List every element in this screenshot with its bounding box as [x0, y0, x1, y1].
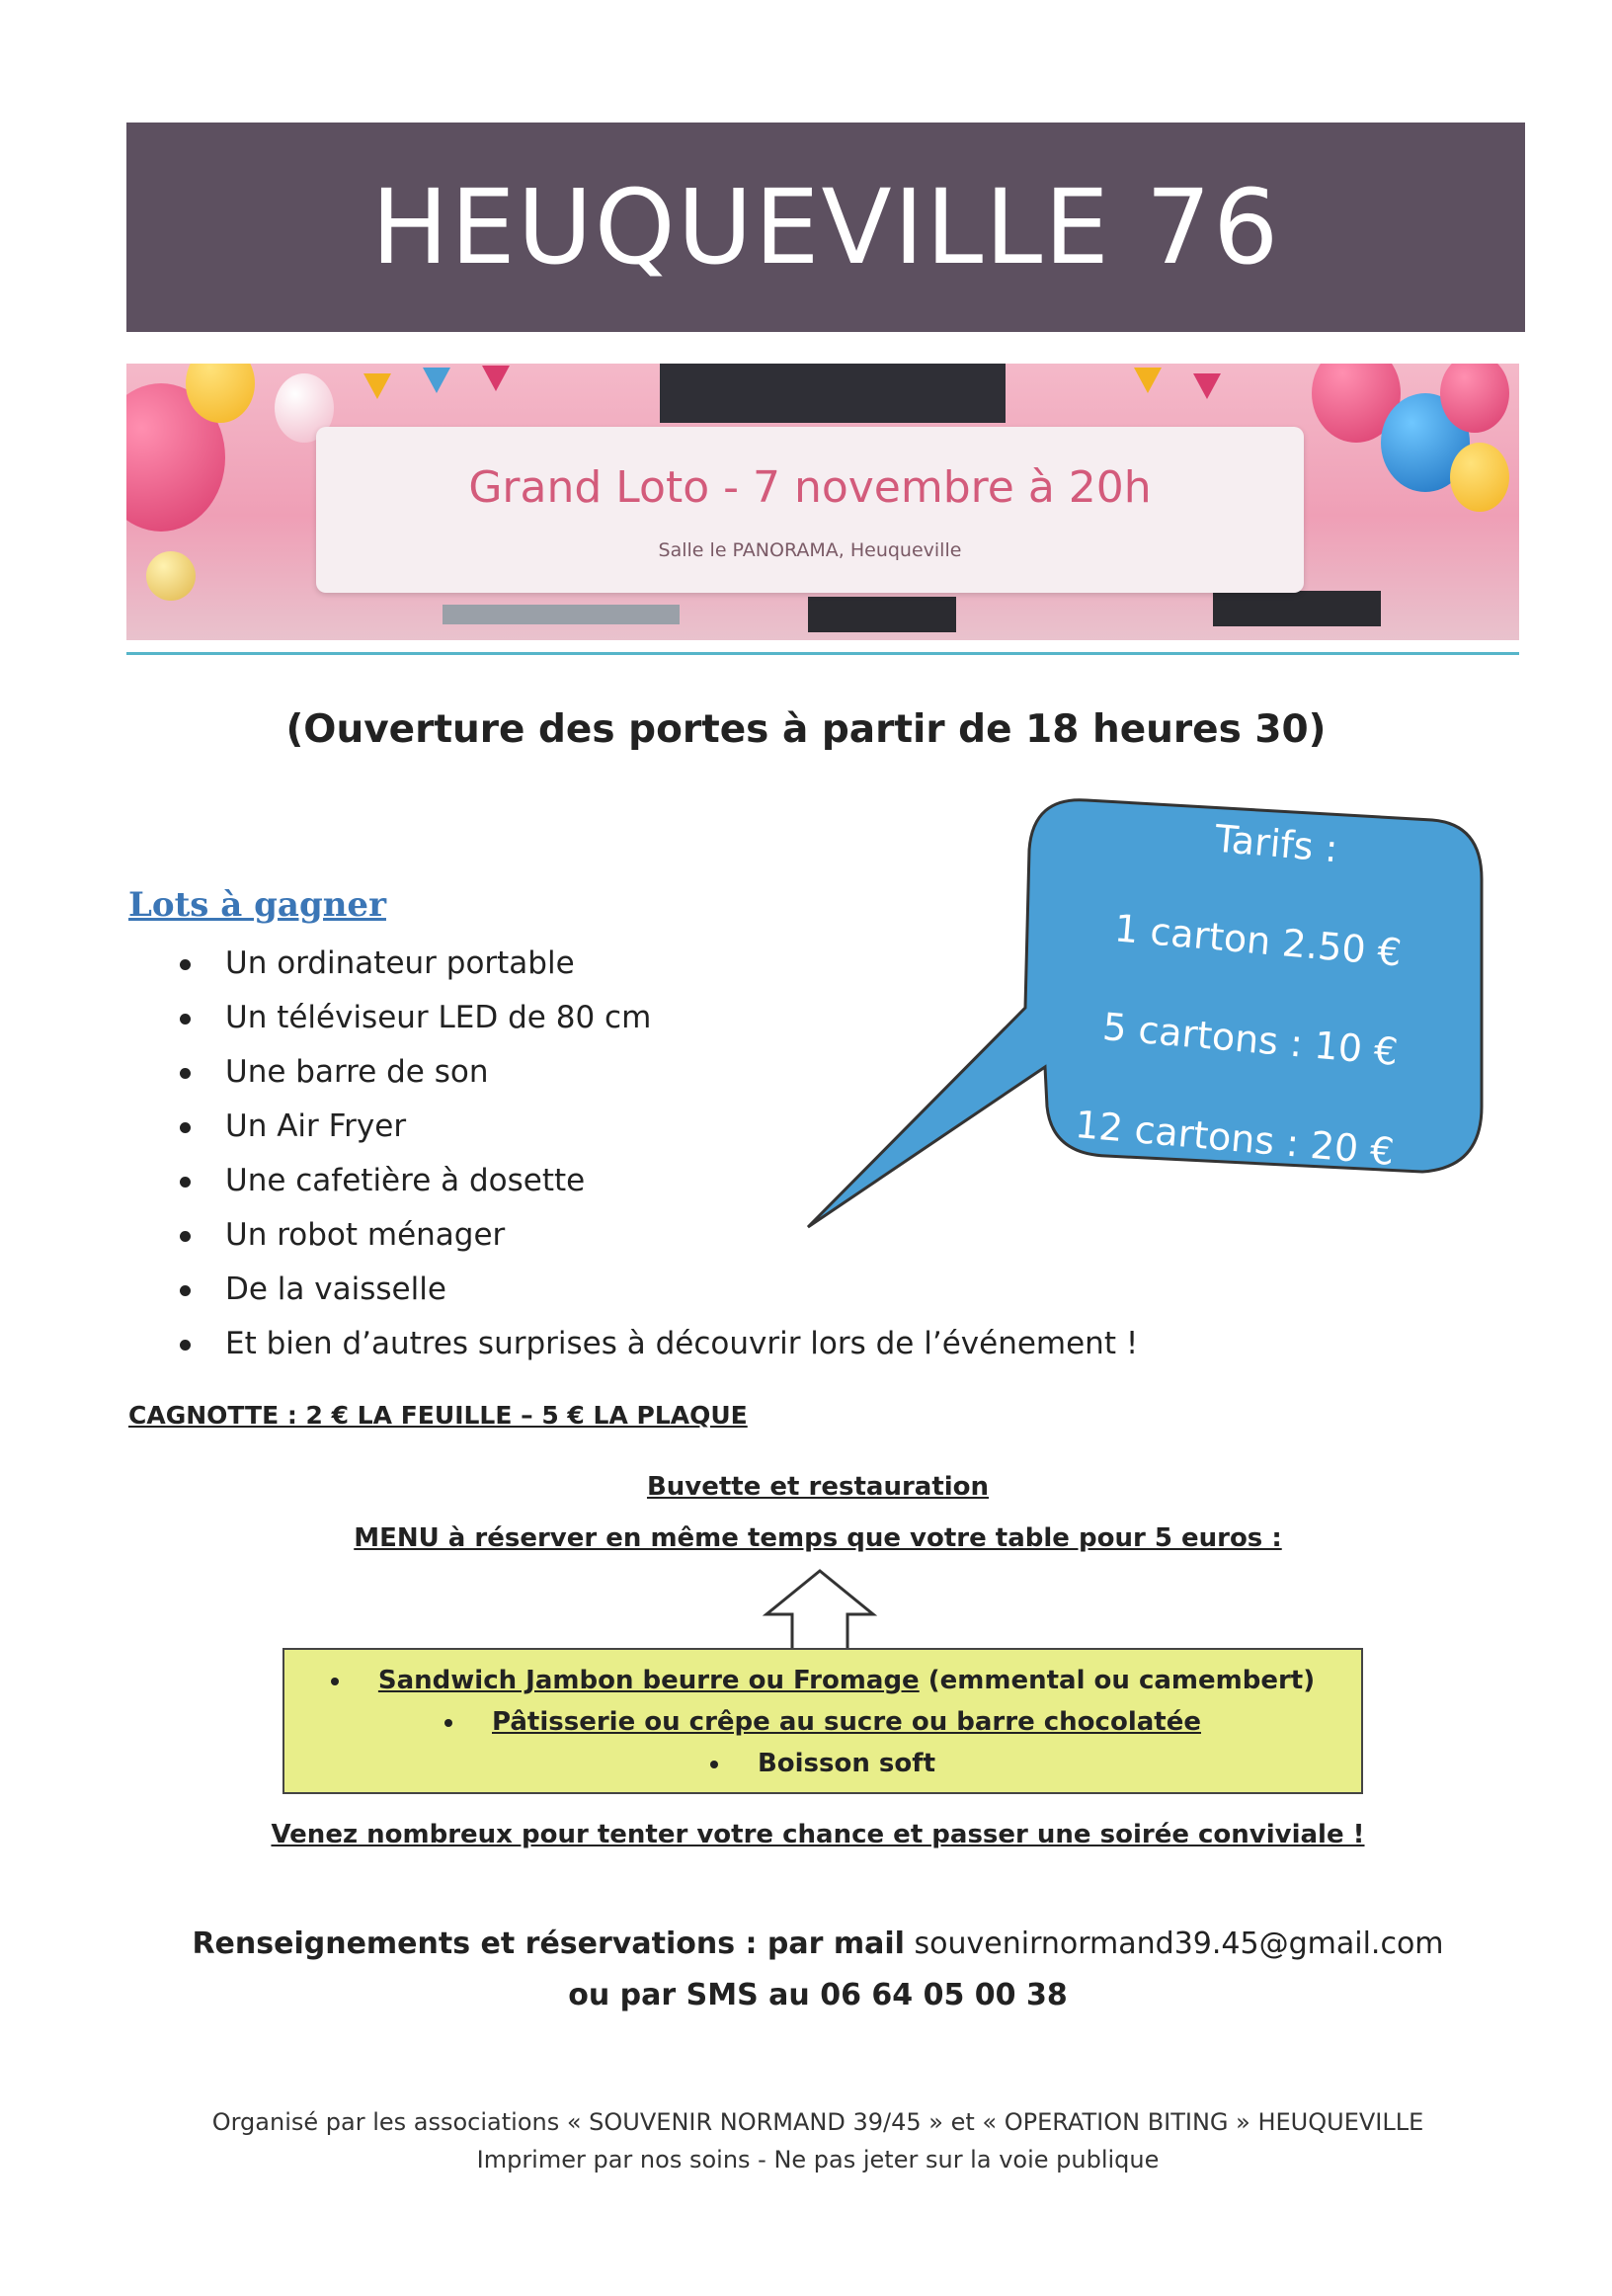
contact-email[interactable]: souvenirnormand39.45@gmail.com	[914, 1927, 1444, 1961]
cagnotte-line: CAGNOTTE : 2 € LA FEUILLE – 5 € LA PLAQUE	[128, 1401, 748, 1430]
prize-item: Un téléviseur LED de 80 cm	[174, 991, 1138, 1045]
event-banner-image	[126, 364, 1519, 640]
tarifs-heading: Tarifs :	[1213, 816, 1340, 871]
device-silhouette	[808, 597, 956, 632]
bullet-icon	[331, 1678, 339, 1685]
prize-item: Une cafetière à dosette	[174, 1154, 1138, 1208]
menu-item	[284, 1666, 1361, 1695]
contact-sms-line: ou par SMS au 06 64 05 00 38	[568, 1978, 1068, 2012]
prize-item: Un Air Fryer	[174, 1100, 1138, 1154]
laptop-silhouette	[443, 605, 680, 624]
balloon-decoration	[146, 551, 196, 601]
menu-item-text: Boisson soft	[757, 1749, 936, 1778]
print-notice: Imprimer par nos soins - Ne pas jeter sur la voie publique	[476, 2146, 1160, 2173]
bunting-flag	[1193, 373, 1221, 399]
menu-item-main: Sandwich Jambon beurre ou Fromage	[377, 1666, 920, 1695]
tarif-line: 1 carton 2.50 €	[1112, 906, 1404, 975]
bunting-flag	[482, 366, 510, 391]
contact-email-line	[0, 1927, 1612, 1961]
prize-item: Un robot ménager	[174, 1208, 1138, 1263]
menu-intro: MENU à réserver en même temps que votre table pour 5 euros :	[354, 1523, 1282, 1553]
prize-item: Un ordinateur portable	[174, 937, 1138, 991]
tarif-line: 12 cartons : 20 €	[1073, 1102, 1397, 1175]
page-title: HEUQUEVILLE 76	[370, 167, 1281, 287]
bunting-flag	[1134, 368, 1162, 393]
prize-item: De la vaisselle	[174, 1263, 1138, 1317]
bunting-flag	[423, 368, 450, 393]
menu-item	[284, 1707, 1361, 1737]
tarifs-speech-bubble	[800, 780, 1511, 1255]
banner-card	[316, 427, 1304, 593]
device-silhouette	[1213, 591, 1381, 626]
organizer-line: Organisé par les associations « SOUVENIR NORMAND 39/45 » et « OPERATION BITING » HEUQUEVILLE	[211, 2108, 1424, 2136]
tarif-line: 5 cartons : 10 €	[1100, 1005, 1401, 1074]
event-venue: Salle le PANORAMA, Heuqueville	[658, 539, 962, 561]
title-banner	[126, 123, 1525, 332]
menu-item	[284, 1749, 1361, 1778]
prize-item: Et bien d’autres surprises à découvrir lors de l’événement !	[174, 1317, 1138, 1371]
menu-item-text: Pâtisserie ou crêpe au sucre ou barre chocolatée	[492, 1707, 1201, 1737]
menu-item-detail: (emmental ou camembert)	[919, 1666, 1316, 1695]
balloon-decoration	[1440, 364, 1509, 433]
up-arrow-icon	[761, 1567, 879, 1652]
bunting-flag	[363, 373, 391, 399]
bullet-icon	[710, 1761, 718, 1768]
tv-silhouette	[660, 364, 1006, 423]
invitation-line: Venez nombreux pour tenter votre chance et passer une soirée conviviale !	[271, 1820, 1365, 1849]
prize-item: Une barre de son	[174, 1045, 1138, 1100]
event-headline: Grand Loto - 7 novembre à 20h	[468, 462, 1152, 513]
bullet-icon	[444, 1719, 452, 1727]
opening-hours: (Ouverture des portes à partir de 18 heures 30)	[285, 707, 1327, 752]
contact-label: Renseignements et réservations : par mail	[192, 1927, 905, 1961]
balloon-decoration	[1450, 443, 1509, 512]
buvette-heading: Buvette et restauration	[646, 1472, 990, 1502]
divider	[126, 652, 1519, 655]
menu-box	[282, 1648, 1363, 1794]
prizes-heading: Lots à gagner	[128, 885, 386, 925]
